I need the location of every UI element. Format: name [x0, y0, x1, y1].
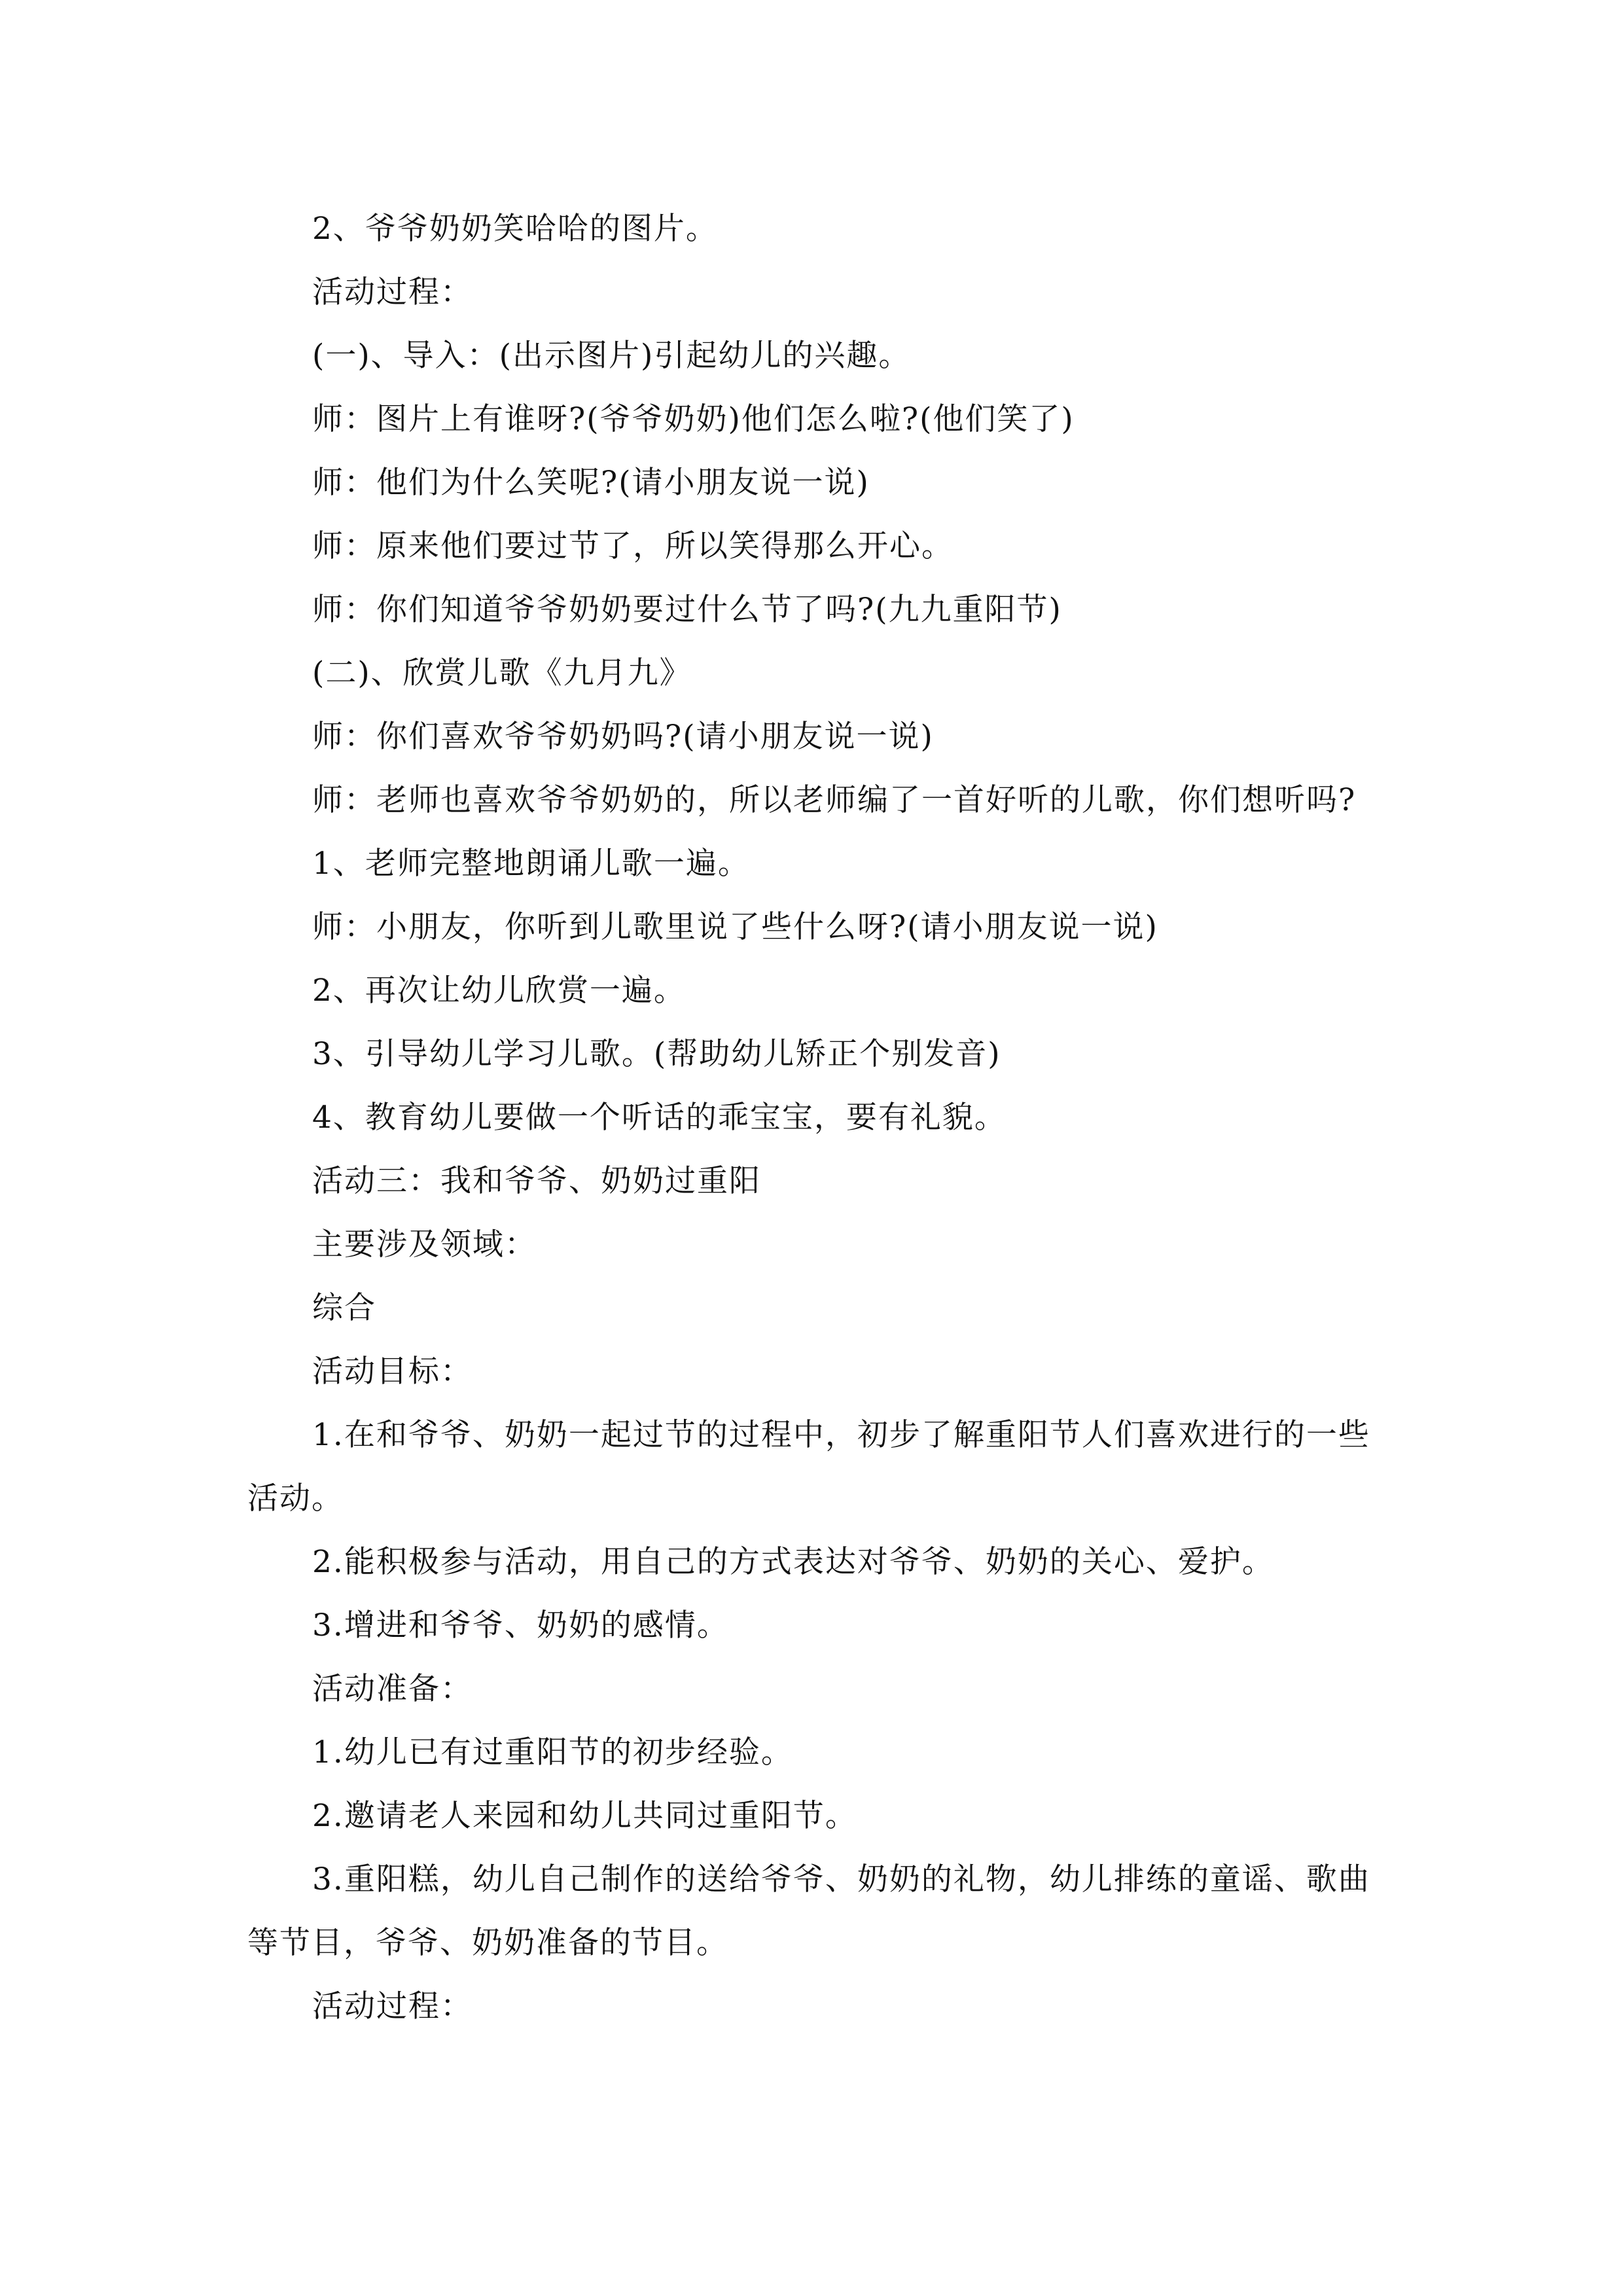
- text-line: 2、爷爷奶奶笑哈哈的图片。: [312, 211, 718, 247]
- text-line: 师：小朋友，你听到儿歌里说了些什么呀?(请小朋友说一说): [312, 909, 1158, 945]
- text-line: 活动。: [247, 1480, 344, 1516]
- text-line: 师：原来他们要过节了，所以笑得那么开心。: [312, 528, 954, 564]
- text-line: 综合: [312, 1290, 376, 1326]
- text-line: 活动过程：: [312, 274, 473, 310]
- text-line: 3、引导幼儿学习儿歌。(帮助幼儿矫正个别发音): [312, 1036, 1001, 1072]
- text-line: (二)、欣赏儿歌《九月九》: [312, 655, 692, 691]
- text-line: 1.幼儿已有过重阳节的初步经验。: [312, 1734, 793, 1770]
- text-line: 师：图片上有谁呀?(爷爷奶奶)他们怎么啦?(他们笑了): [312, 401, 1075, 437]
- text-line: 活动过程：: [312, 1988, 473, 2024]
- text-line: 2.能积极参与活动，用自己的方式表达对爷爷、奶奶的关心、爱护。: [312, 1544, 1274, 1580]
- text-line: 等节目，爷爷、奶奶准备的节目。: [247, 1925, 728, 1961]
- text-line: 主要涉及领域：: [312, 1227, 537, 1263]
- text-line: 2.邀请老人来园和幼儿共同过重阳节。: [312, 1798, 857, 1834]
- text-line: 1.在和爷爷、奶奶一起过节的过程中，初步了解重阳节人们喜欢进行的一些: [312, 1417, 1370, 1453]
- text-line: (一)、导入：(出示图片)引起幼儿的兴趣。: [312, 338, 911, 374]
- text-line: 活动准备：: [312, 1671, 473, 1707]
- text-line: 师：你们知道爷爷奶奶要过什么节了吗?(九九重阳节): [312, 592, 1062, 628]
- text-line: 活动目标：: [312, 1354, 473, 1390]
- text-line: 师：你们喜欢爷爷奶奶吗?(请小朋友说一说): [312, 719, 934, 755]
- text-line: 师：他们为什么笑呢?(请小朋友说一说): [312, 465, 870, 501]
- text-line: 活动三：我和爷爷、奶奶过重阳: [312, 1163, 761, 1199]
- text-line: 4、教育幼儿要做一个听话的乖宝宝，要有礼貌。: [312, 1100, 1007, 1136]
- text-line: 3.增进和爷爷、奶奶的感情。: [312, 1607, 729, 1643]
- text-line: 3.重阳糕，幼儿自己制作的送给爷爷、奶奶的礼物，幼儿排练的童谣、歌曲: [312, 1861, 1370, 1897]
- text-line: 2、再次让幼儿欣赏一遍。: [312, 973, 686, 1009]
- text-line: 1、老师完整地朗诵儿歌一遍。: [312, 846, 750, 882]
- text-line: 师：老师也喜欢爷爷奶奶的，所以老师编了一首好听的儿歌，你们想听吗?: [312, 782, 1357, 818]
